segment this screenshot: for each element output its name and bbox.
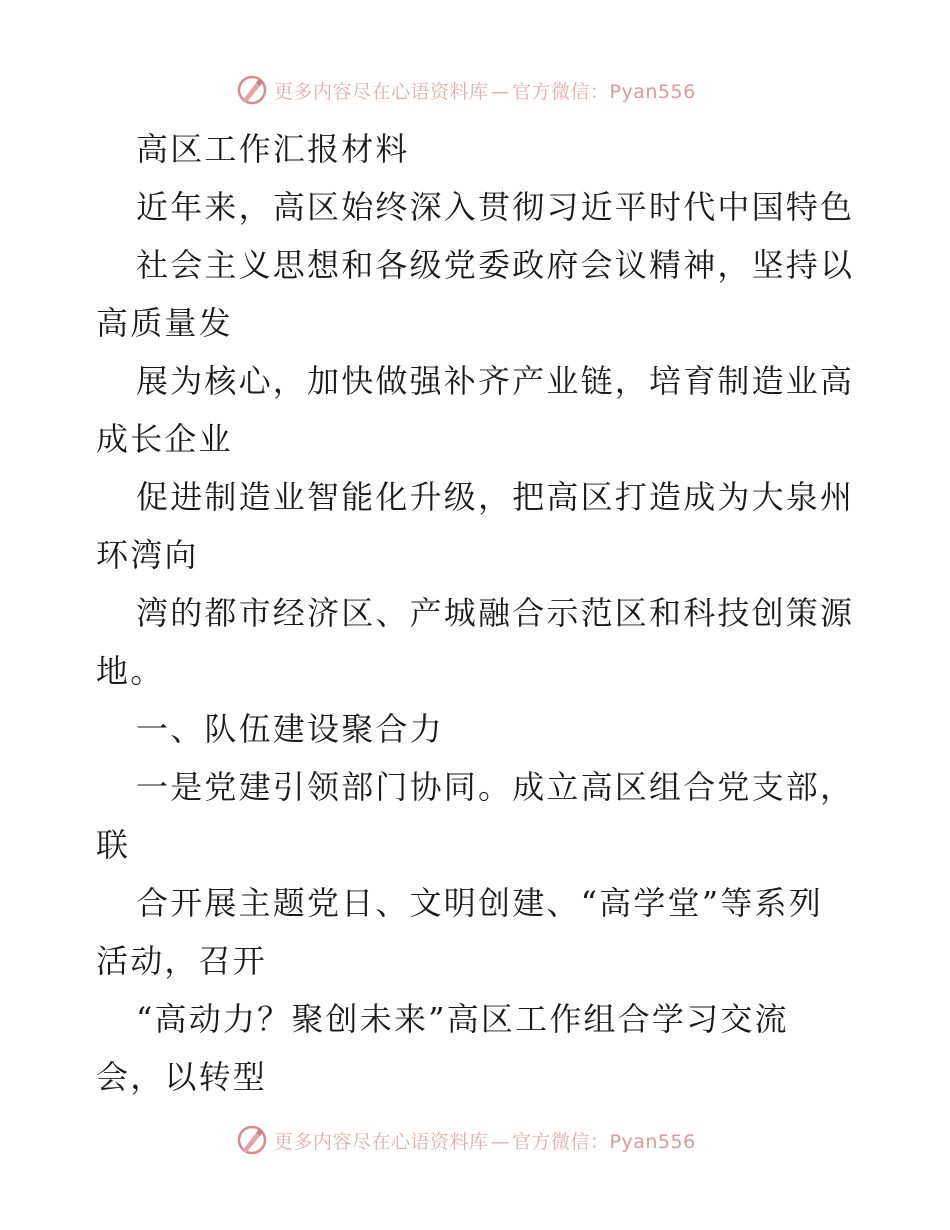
watermark-wechat-label: 官方微信： (512, 80, 610, 103)
watermark-brand: 更多内容尽在心语资料库 (274, 80, 489, 103)
watermark-wechat-id: Pyan556 (609, 1130, 696, 1153)
watermark-text (274, 1127, 696, 1154)
watermark-footer (236, 1122, 696, 1158)
text-line: 会，以转型 (96, 1058, 268, 1096)
watermark-wechat-id: Pyan556 (609, 80, 696, 103)
watermark-text (274, 77, 696, 104)
watermark-header (236, 72, 696, 108)
section-heading: 一、队伍建设聚合力 (136, 710, 444, 748)
watermark-separator: — (490, 80, 511, 103)
text-line: 环湾向 (96, 536, 199, 574)
text-line: 促进制造业智能化升级，把高区打造成为大泉州 (136, 478, 855, 516)
document-title: 高区工作汇报材料 (136, 130, 410, 168)
text-line: 社会主义思想和各级党委政府会议精神，坚持以 (136, 246, 855, 284)
text-line: 一是党建引领部门协同。成立高区组合党支部， (136, 768, 855, 806)
watermark-wechat-label: 官方微信： (512, 1130, 610, 1153)
document-body (96, 120, 866, 1106)
text-line: 成长企业 (96, 420, 233, 458)
text-line: 近年来，高区始终深入贯彻习近平时代中国特色 (136, 188, 855, 226)
text-line: 高质量发 (96, 304, 233, 342)
text-line: 联 (96, 826, 131, 864)
watermark-separator: — (490, 1130, 511, 1153)
text-line: “高动力？聚创未来”高区工作组合学习交流 (136, 1000, 789, 1038)
text-line: 湾的都市经济区、产城融合示范区和科技创策源 (136, 594, 855, 632)
text-line: 合开展主题党日、文明创建、“高学堂”等系列 (136, 884, 823, 922)
pen-logo-icon (236, 74, 268, 106)
text-line: 展为核心，加快做强补齐产业链，培育制造业高 (136, 362, 855, 400)
text-line: 地。 (96, 652, 165, 690)
pen-logo-icon (236, 1124, 268, 1156)
watermark-brand: 更多内容尽在心语资料库 (274, 1130, 489, 1153)
text-line: 活动，召开 (96, 942, 268, 980)
